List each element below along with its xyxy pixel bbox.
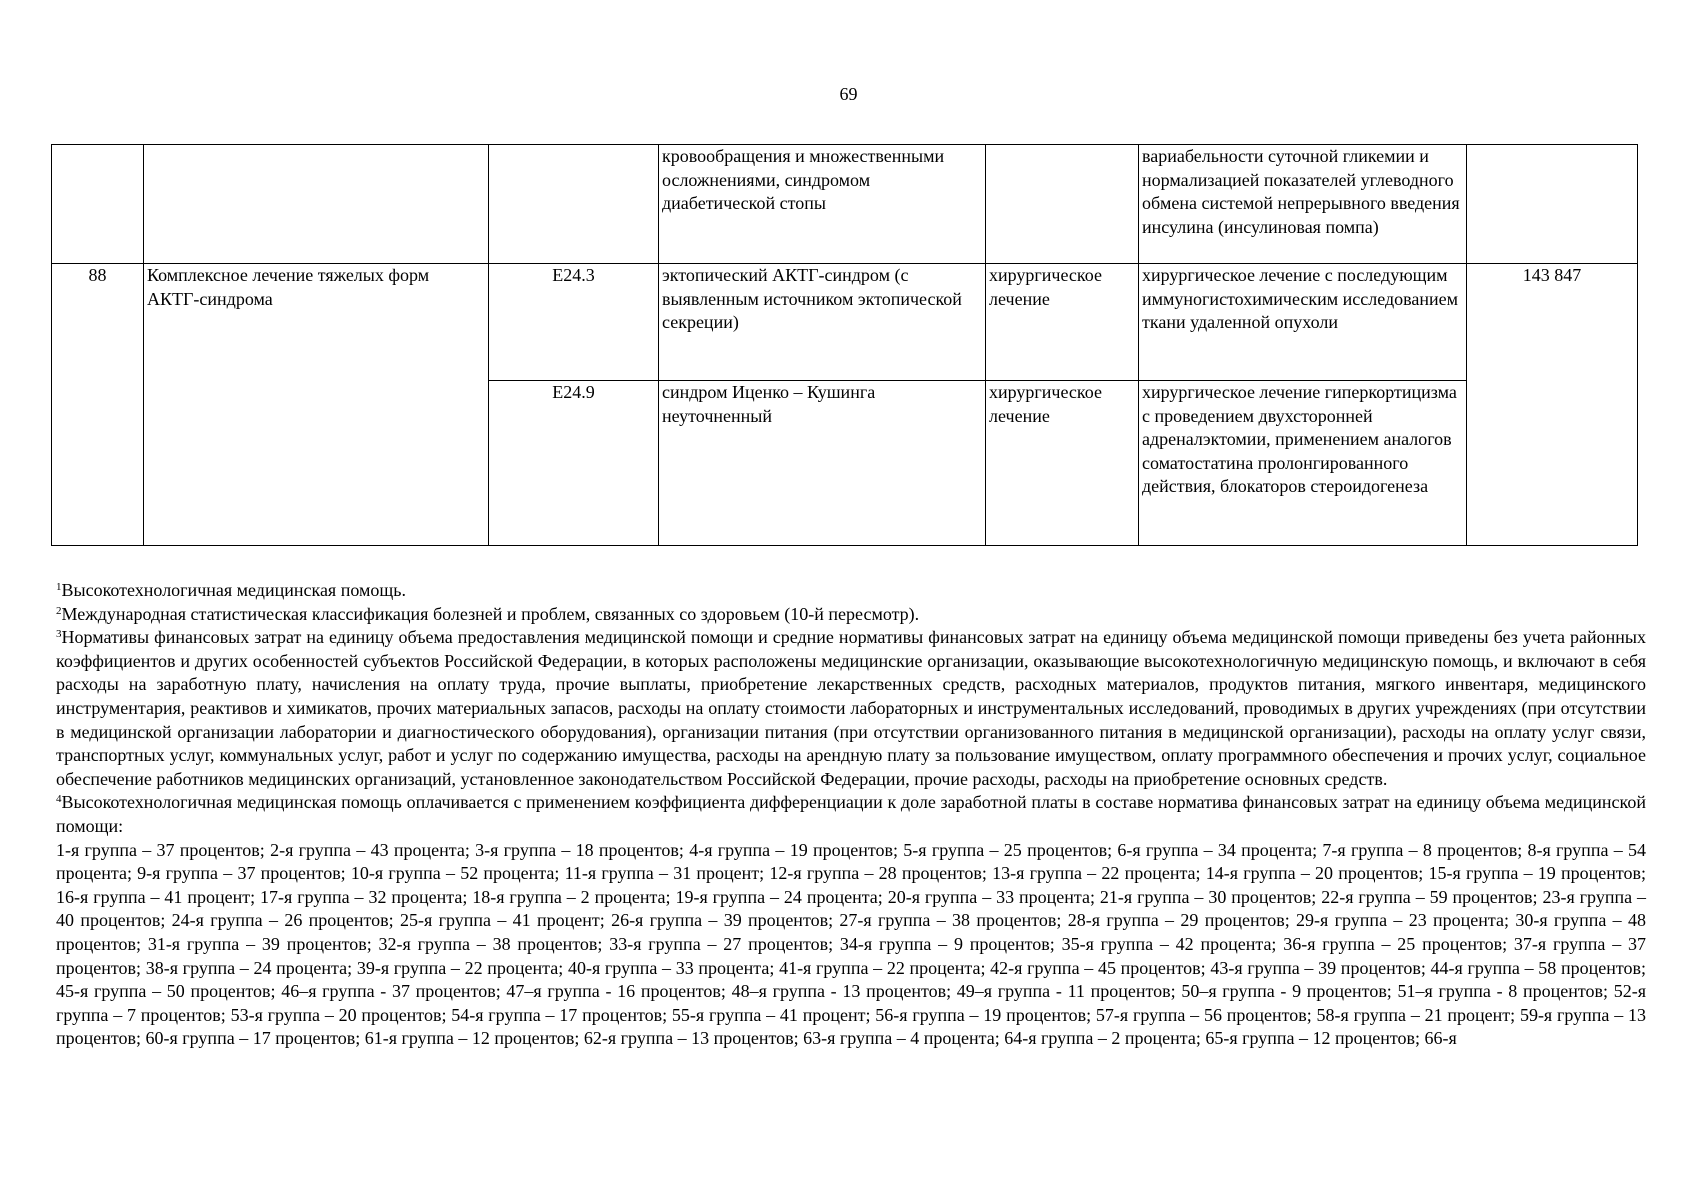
footnote-2 — [56, 603, 1646, 627]
cell-number-empty — [52, 145, 144, 264]
page-number: 69 — [839, 84, 858, 104]
cell-cost-empty — [1467, 145, 1638, 264]
vmp-table — [51, 144, 1638, 546]
cell-icd-code: E24.9 — [489, 381, 659, 546]
cell-treatment-method: хирургическое лечение с последующим иммуногистохимическим исследованием ткани удаленной опухоли — [1139, 264, 1467, 381]
footnote-mark: 4 — [56, 793, 62, 806]
cell-treatment-type: хирургическое лечение — [986, 381, 1139, 546]
table-row-88-a — [52, 264, 1638, 381]
footnote-text: Высокотехнологичная медицинская помощь оплачивается с применением коэффициента дифференциации к доле заработной платы в составе норматива финансовых затрат на единицу объема медицинской помощи: — [56, 792, 1646, 836]
table-row-continuation — [52, 145, 1638, 264]
cell-patient-model: синдром Иценко – Кушинга неуточненный — [659, 381, 986, 546]
cell-row-number: 88 — [52, 264, 144, 546]
footnote-mark: 1 — [56, 581, 62, 593]
footnote-text: Нормативы финансовых затрат на единицу объема предоставления медицинской помощи и средние нормативы финансовых затрат на единицу объема медицинской помощи приведены без учета районных коэффициентов и других особенностей субъектов Российской Федерации, в которых расположены медицинские организации, оказывающие высокотехнологичную медицинскую помощь, и включают в себя расходы на заработную плату, начисления на оплату труда, прочие выплаты, приобретение лекарственных средств, расходных материалов, продуктов питания, мягкого инвентаря, медицинского инструментария, реактивов и химикатов, прочих материальных запасов, расходы на оплату стоимости лабораторных и инструментальных исследований, проводимых в других учреждениях (при отсутствии в медицинской организации лаборатории и диагностического оборудования), организации питания (при отсутствии организованного питания в медицинской организации), расходы на оплату услуг связи, транспортных услуг, коммунальных услуг, работ и услуг по содержанию имущества, расходы на арендную плату за пользование имуществом, оплату программного обеспечения и прочих услуг, социальное обеспечение работников медицинских организаций, установленное законодательством Российской Федерации, прочие расходы, расходы на приобретение основных средств. — [56, 627, 1646, 789]
cell-treatment-type-empty — [986, 145, 1139, 264]
footnotes — [56, 579, 1646, 1051]
cell-icd-code: E24.3 — [489, 264, 659, 381]
footnote-text: Международная статистическая классификация болезней и проблем, связанных со здоровьем (10-й пересмотр). — [61, 603, 920, 624]
footnote-4 — [56, 791, 1646, 838]
cell-code-empty — [489, 145, 659, 264]
cell-treatment-type: хирургическое лечение — [986, 264, 1139, 381]
cell-cost: 143 847 — [1467, 264, 1638, 546]
footnote-mark: 3 — [56, 628, 62, 641]
cell-name-empty — [144, 145, 489, 264]
cell-treatment-method: хирургическое лечение гиперкортицизма с проведением двухсторонней адреналэктомии, применением аналогов соматостатина пролонгированного действия, блокаторов стероидогенеза — [1139, 381, 1467, 546]
cell-patient-model: кровообращения и множественными осложнениями, синдромом диабетической стопы — [659, 145, 986, 264]
footnote-mark: 2 — [56, 604, 62, 617]
footnote-3 — [56, 626, 1646, 791]
cell-vmp-name: Комплексное лечение тяжелых форм АКТГ-синдрома — [144, 264, 489, 546]
footnote-1 — [56, 579, 1646, 603]
footnote-text: Высокотехнологичная медицинская помощь. — [61, 580, 406, 600]
cell-treatment-method: вариабельности суточной гликемии и нормализацией показателей углеводного обмена системой непрерывного введения инсулина (инсулиновая помпа) — [1139, 145, 1467, 264]
cell-patient-model: эктопический АКТГ-синдром (с выявленным источником эктопической секреции) — [659, 264, 986, 381]
coefficient-groups-paragraph: 1-я группа – 37 процентов; 2-я группа – 43 процента; 3-я группа – 18 процентов; 4-я группа – 19 процентов; 5-я группа – 25 процентов; 6-я группа – 34 процента; 7-я группа – 8 процентов; 8-я группа – 54 процента; 9-я группа – 37 процентов; 10-я группа – 52 процента; 11-я группа – 31 процент; 12-я группа – 28 процентов; 13-я группа – 22 процента; 14-я группа – 20 процентов; 15-я группа – 19 процентов; 16-я группа – 41 процент; 17-я группа – 32 процента; 18-я группа – 2 процента; 19-я группа – 24 процента; 20-я группа – 33 процента; 21-я группа – 30 процентов; 22-я группа – 59 процентов; 23-я группа – 40 процентов; 24-я группа – 26 процентов; 25-я группа – 41 процент; 26-я группа – 39 процентов; 27-я группа – 38 процентов; 28-я группа – 29 процентов; 29-я группа – 23 процента; 30-я группа – 48 процентов; 31-я группа – 39 процентов; 32-я группа – 38 процентов; 33-я группа – 27 процентов; 34-я группа – 9 процентов; 35-я группа – 42 процента; 36-я группа – 25 процентов; 37-я группа – 37 процентов; 38-я группа – 24 процента; 39-я группа – 22 процента; 40-я группа – 33 процента; 41-я группа – 22 процента; 42-я группа – 45 процентов; 43-я группа – 39 процентов; 44-я группа – 58 процентов; 45-я группа – 50 процентов; 46–я группа - 37 процентов; 47–я группа - 16 процентов; 48–я группа - 13 процентов; 49–я группа - 11 процентов; 50–я группа - 9 процентов; 51–я группа - 8 процентов; 52-я группа – 7 процентов; 53-я группа – 20 процентов; 54-я группа – 17 процентов; 55-я группа – 41 процент; 56-я группа – 19 процентов; 57-я группа – 56 процентов; 58-я группа – 21 процент; 59-я группа – 13 процентов; 60-я группа – 17 процентов; 61-я группа – 12 процентов; 62-я группа – 13 процентов; 63-я группа – 4 процента; 64-я группа – 2 процента; 65-я группа – 12 процентов; 66-я — [56, 839, 1646, 1049]
